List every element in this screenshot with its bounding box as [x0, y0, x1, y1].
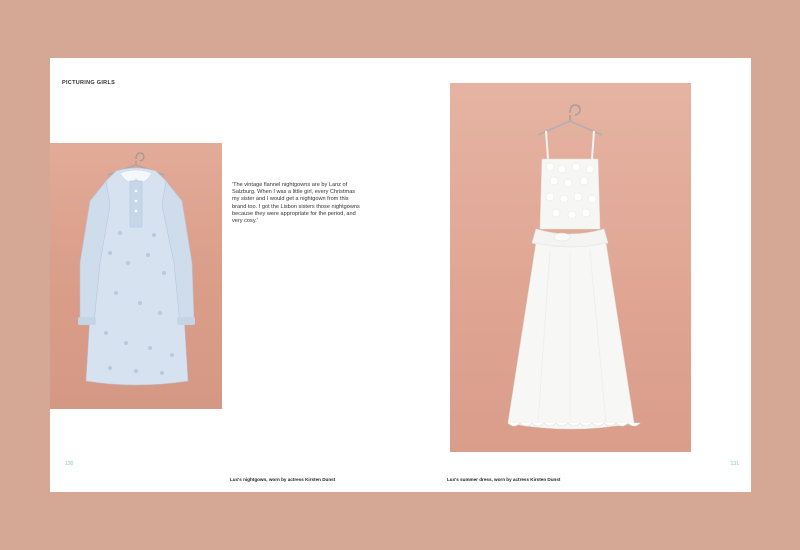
summer-dress-photo	[450, 83, 691, 452]
left-page	[50, 58, 400, 492]
caption-right: Lux's summer dress, worn by actress Kirsten Dunst	[447, 477, 561, 482]
summer-dress-illustration	[450, 83, 691, 452]
right-page	[400, 58, 751, 492]
page-number-left: 130	[65, 461, 74, 467]
nightgown-photo	[50, 143, 222, 409]
page-number-right: 131	[730, 461, 739, 467]
book-spread	[50, 58, 751, 492]
nightgown-illustration	[50, 143, 222, 409]
caption-left: Lux's nightgown, worn by actress Kirsten Dunst	[230, 477, 336, 482]
running-head: PICTURING GIRLS	[62, 80, 116, 86]
pull-quote: 'The vintage flannel nightgowns are by Lanz of Salzburg. When I was a little girl, every Christmas my sister and I would get a nightgown from this brand too. I got the Lisbon sisters those nightgowns because they were appropriate for the period, and very cosy.'	[232, 182, 360, 225]
